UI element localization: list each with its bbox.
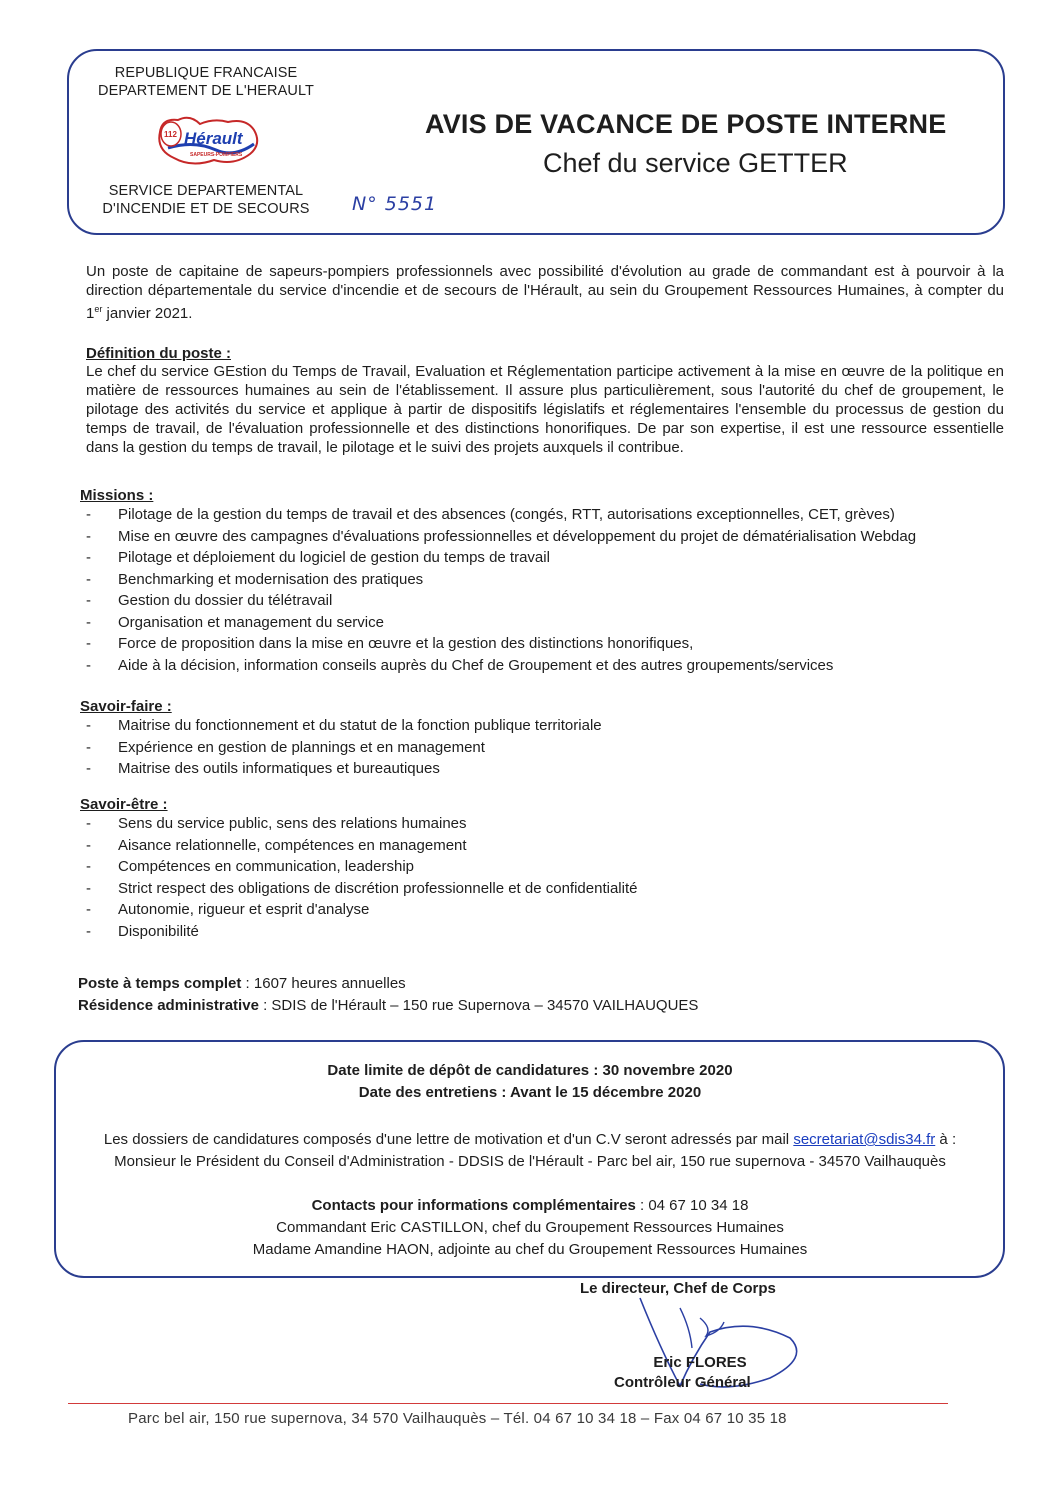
residence-label: Résidence administrative (78, 997, 259, 1014)
list-item: - Strict respect des obligations de discrétion professionnelle et de confidentialité (80, 878, 1000, 900)
intro-text-end: janvier 2021. (102, 305, 193, 322)
sdis-herault-logo (154, 110, 264, 170)
dossiers-line (60, 1129, 1000, 1151)
dossiers-text: Les dossiers de candidatures composés d'une lettre de motivation et d'un C.V seront adressés par mail (103, 1131, 794, 1148)
logo-name: Hérault (184, 129, 243, 148)
list-item: - Maitrise du fonctionnement et du statut de la fonction publique territoriale (80, 715, 1000, 737)
residence-value: : SDIS de l'Hérault – 150 rue Supernova – 34570 VAILHAUQUES (258, 997, 699, 1014)
definition-heading: Définition du poste : (86, 345, 231, 362)
list-item: - Maitrise des outils informatiques et bureautiques (80, 758, 1000, 780)
footer-address: Parc bel air, 150 rue supernova, 34 570 Vailhauquès – Tél. 04 67 10 34 18 – Fax 04 67 10 35 18 (128, 1410, 787, 1427)
list-item: - Pilotage de la gestion du temps de travail et des absences (congés, RTT, autorisations exceptionnelles, CET, grèves) (80, 504, 1000, 526)
signature-title: Le directeur, Chef de Corps (580, 1280, 776, 1297)
list-item: - Compétences en communication, leadership (80, 856, 1000, 878)
missions-section (80, 487, 1000, 676)
intro-paragraph (86, 262, 1004, 323)
adresse-line: Monsieur le Président du Conseil d'Administration - DDSIS de l'Hérault - Parc bel air, 150 rue supernova - 34570 Vailhauquès (114, 1153, 946, 1170)
contacts-line (60, 1195, 1000, 1217)
savoir-faire-list (80, 715, 1000, 780)
savoir-etre-list (80, 813, 1000, 942)
list-item: - Sens du service public, sens des relations humaines (80, 813, 1000, 835)
list-item: - Expérience en gestion de plannings et en management (80, 737, 1000, 759)
missions-heading: Missions : (80, 487, 154, 504)
republic-line: REPUBLIQUE FRANCAISE (114, 65, 298, 81)
date-limite: Date limite de dépôt de candidatures : 30 novembre 2020 (327, 1062, 733, 1079)
department-line: DEPARTEMENT DE L'HERAULT (98, 83, 314, 99)
signatory-rank: Contrôleur Général (614, 1374, 751, 1391)
document-subtitle: Chef du service GETTER (543, 148, 848, 178)
intro-text: Un poste de capitaine de sapeurs-pompiers professionnels avec possibilité d'évolution au grade de commandant est à pourvoir à la direction départementale du service d'incendie et de secours de l'Hérault, au sein du Groupement Ressources Humaines, à compter du 1 (86, 263, 1004, 322)
date-entretiens: Date des entretiens : Avant le 15 décembre 2020 (358, 1084, 702, 1101)
footer-divider (68, 1403, 948, 1404)
email-link[interactable]: secretariat@sdis34.fr (793, 1131, 936, 1148)
savoir-etre-section (80, 796, 1000, 942)
herault-logo-graphic (154, 110, 264, 170)
service-line-1: SERVICE DEPARTEMENTAL (108, 183, 304, 199)
definition-section (86, 345, 1004, 457)
republic-heading (84, 64, 328, 100)
list-item: - Disponibilité (80, 921, 1000, 943)
service-line-2: D'INCENDIE ET DE SECOURS (102, 201, 310, 217)
list-item: - Pilotage et déploiement du logiciel de gestion du temps de travail (80, 547, 1000, 569)
logo-tagline: SAPEURS-POMPIERS (190, 152, 243, 158)
residence-line (78, 995, 998, 1017)
contact-2: Madame Amandine HAON, adjointe au chef du Groupement Ressources Humaines (252, 1241, 808, 1258)
list-item: - Benchmarking et modernisation des pratiques (80, 569, 1000, 591)
savoir-faire-section (80, 698, 1000, 780)
dossiers-after: à : (935, 1131, 957, 1148)
intro-sup: er (94, 304, 103, 314)
list-item: - Organisation et management du service (80, 612, 1000, 634)
temps-line (78, 973, 998, 995)
temps-label: Poste à temps complet (78, 975, 242, 992)
savoir-faire-heading: Savoir-faire : (80, 698, 172, 715)
list-item: - Gestion du dossier du télétravail (80, 590, 1000, 612)
temps-value: : 1607 heures annuelles (241, 975, 406, 992)
list-item: - Aide à la décision, information conseils auprès du Chef de Groupement et des autres groupements/services (80, 655, 1000, 677)
list-item: - Force de proposition dans la mise en œuvre et la gestion des distinctions honorifiques, (80, 633, 1000, 655)
missions-list (80, 504, 1000, 676)
list-item: - Aisance relationnelle, compétences en management (80, 835, 1000, 857)
contacts-label: Contacts pour informations complémentaires (311, 1197, 636, 1214)
document-title: AVIS DE VACANCE DE POSTE INTERNE (425, 109, 947, 139)
list-item: - Mise en œuvre des campagnes d'évaluations professionnelles et développement du projet de dématérialisation Webdag (80, 526, 1000, 548)
handwritten-reference-number: N° 5551 (352, 193, 438, 215)
contact-1: Commandant Eric CASTILLON, chef du Groupement Ressources Humaines (276, 1219, 784, 1236)
definition-text: Le chef du service GEstion du Temps de Travail, Evaluation et Réglementation participe activement à la mise en œuvre de la politique en matière de ressources humaines au sein de l'établissement. Il assure plus particulièrement, sous l'autorité du chef de groupement, le pilotage des activités du service et applique à partir de dispositifs législatifs et réglementaires l'ensemble du processus de gestion du temps de travail, de l'évaluation professionnelle et des distinctions honorifiques. De par son expertise, il est une ressource essentielle dans la gestion du temps de travail, le pilotage et le suivi des projets auxquels il contribue. (86, 363, 1004, 456)
conditions-section (78, 973, 998, 1017)
list-item: - Autonomie, rigueur et esprit d'analyse (80, 899, 1000, 921)
signatory-name: Eric FLORES (653, 1354, 747, 1371)
savoir-etre-heading: Savoir-être : (80, 796, 168, 813)
contacts-phone: : 04 67 10 34 18 (635, 1197, 749, 1214)
logo-badge: 112 (164, 130, 177, 139)
service-heading (84, 182, 328, 218)
